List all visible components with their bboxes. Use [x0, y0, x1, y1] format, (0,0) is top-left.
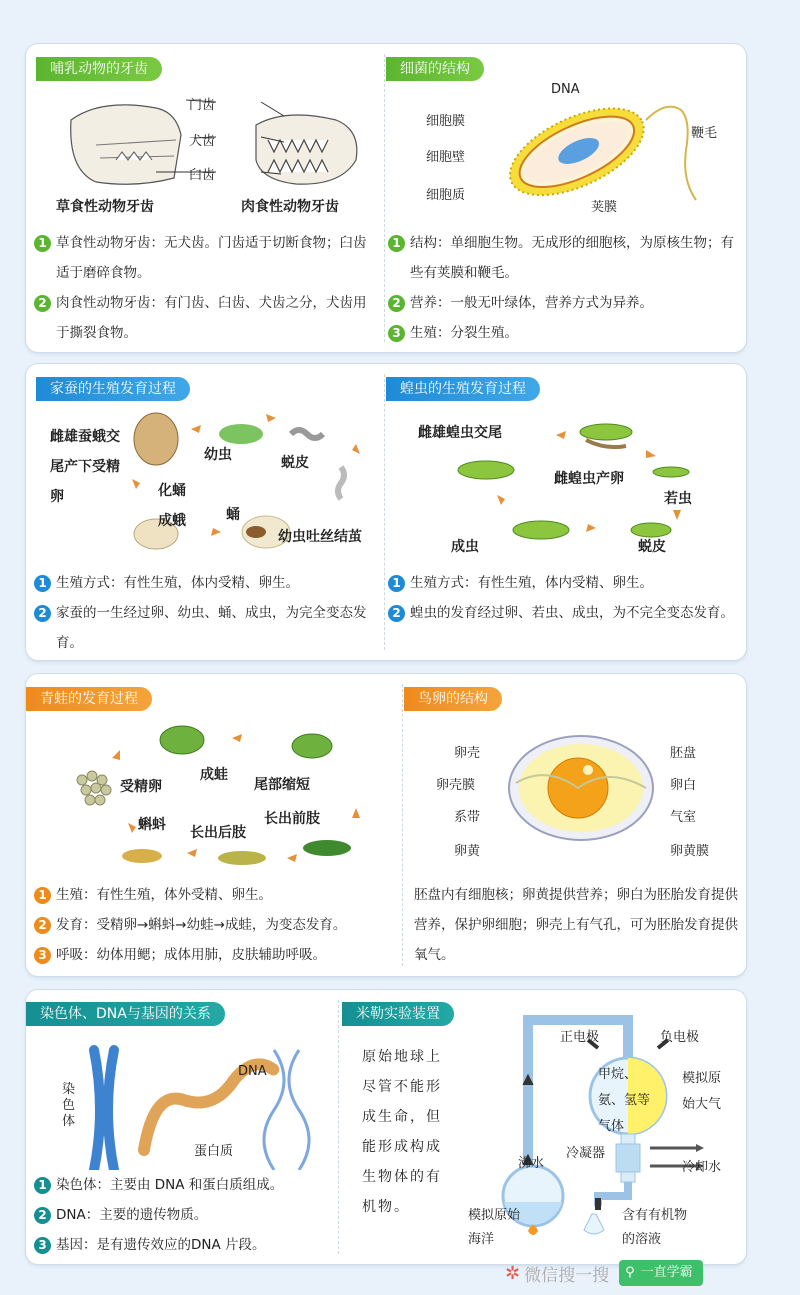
- number-1-icon: 1: [34, 575, 51, 592]
- list-item: 1 结构：单细胞生物。无成形的细胞核，为原核生物；有些有荚膜和鞭毛。: [388, 228, 738, 288]
- label-silkworm-pupa: 蛹: [226, 507, 240, 523]
- number-1-icon: 1: [34, 887, 51, 904]
- title-bird-egg-structure: 鸟卵的结构: [404, 687, 502, 711]
- card-chromosome-miller: [26, 990, 746, 1264]
- list-item: 1 生殖：有性生殖，体外受精、卵生。: [34, 880, 404, 910]
- label-protein: 蛋白质: [194, 1144, 234, 1159]
- miller-description: 原始地球上 尽管不能形 成生命，但 能形成构成 生物体的有 机物。: [362, 1049, 442, 1215]
- bird-egg-illustration: [506, 728, 656, 848]
- chromosome-points: [34, 1170, 334, 1260]
- list-item: 3 生殖：分裂生殖。: [388, 318, 738, 348]
- label-silkworm-larva: 幼虫: [204, 447, 232, 463]
- list-item: 2 家蚕的一生经过卵、幼虫、蛹、成虫，为完全变态发育。: [34, 598, 374, 658]
- list-item: 1 生殖方式：有性生殖，体内受精、卵生。: [34, 568, 374, 598]
- label-frog-fore: 长出前肢: [264, 811, 320, 827]
- number-3-icon: 3: [34, 1237, 51, 1254]
- label-cell-wall: 细胞壁: [426, 150, 466, 165]
- label-frog-tadpole: 蝌蚪: [138, 817, 166, 833]
- number-2-icon: 2: [34, 1207, 51, 1224]
- label-locust-nymph: 若虫: [664, 491, 692, 507]
- number-1-icon: 1: [388, 235, 405, 252]
- title-silkworm-development: 家蚕的生殖发育过程: [36, 377, 190, 401]
- label-silkworm-pupate: 化蛹: [158, 483, 186, 499]
- label-flagellum: 鞭毛: [691, 126, 718, 141]
- label-frog-egg: 受精卵: [120, 779, 162, 795]
- number-2-icon: 2: [388, 295, 405, 312]
- label-condenser: 冷凝器: [566, 1146, 606, 1161]
- title-chromosome-dna-gene: 染色体、DNA与基因的关系: [26, 1002, 225, 1026]
- title-miller-experiment: 米勒实验装置: [342, 1002, 454, 1026]
- label-organic-solution: 含有有机物的溶液: [622, 1208, 688, 1247]
- card-teeth-bacteria: [26, 44, 746, 352]
- search-account-label: 一直学霸: [640, 1265, 693, 1280]
- silkworm-points: [34, 568, 374, 658]
- number-3-icon: 3: [388, 325, 405, 342]
- number-1-icon: 1: [388, 575, 405, 592]
- wechat-search-logo-icon: ✲: [505, 1262, 521, 1284]
- label-frog-hind: 长出后肢: [190, 825, 246, 841]
- label-positive-electrode: 正电极: [560, 1030, 600, 1045]
- label-egg-white: 卵白: [670, 778, 697, 793]
- label-primitive-atmosphere: 模拟原始大气: [682, 1071, 722, 1112]
- number-3-icon: 3: [34, 947, 51, 964]
- label-dna: DNA: [238, 1064, 267, 1079]
- label-frog-tail: 尾部缩短: [254, 777, 310, 793]
- title-bacteria-structure: 细菌的结构: [386, 57, 484, 81]
- label-molar: 臼齿: [189, 168, 216, 183]
- label-gases: 甲烷、氨、氢等气体: [598, 1067, 651, 1134]
- label-cooling-water: 冷却水: [682, 1160, 722, 1175]
- number-2-icon: 2: [34, 605, 51, 622]
- label-frog-adult: 成蛙: [200, 767, 228, 783]
- number-2-icon: 2: [34, 917, 51, 934]
- label-capsule: 荚膜: [591, 200, 618, 215]
- list-item: 3 基因：是有遗传效应的DNA 片段。: [34, 1230, 334, 1260]
- label-boiling-water: 沸水: [518, 1156, 545, 1171]
- label-cell-membrane: 细胞膜: [426, 114, 466, 129]
- label-yolk-membrane: 卵黄膜: [670, 844, 710, 859]
- frog-points: [34, 880, 404, 970]
- list-item: 2 DNA：主要的遗传物质。: [34, 1200, 334, 1230]
- label-blastodisc: 胚盘: [670, 746, 697, 761]
- label-cytoplasm: 细胞质: [426, 188, 466, 203]
- search-account-button[interactable]: [619, 1260, 703, 1286]
- label-shell: 卵壳: [454, 746, 481, 761]
- title-frog-development: 青蛙的发育过程: [26, 687, 152, 711]
- card-silkworm-locust: [26, 364, 746, 660]
- list-item: 2 肉食性动物牙齿：有门齿、臼齿、犬齿之分，犬齿用于撕裂食物。: [34, 288, 374, 348]
- label-silkworm-molt: 蜕皮: [281, 455, 309, 471]
- locust-points: [388, 568, 738, 628]
- number-2-icon: 2: [388, 605, 405, 622]
- label-air-cell: 气室: [670, 810, 697, 825]
- list-item: 1 草食性动物牙齿：无犬齿。门齿适于切断食物；臼齿适于磨碎食物。: [34, 228, 374, 288]
- label-yolk: 卵黄: [454, 844, 481, 859]
- wechat-search-watermark: [505, 1258, 795, 1288]
- card-frog-egg: [26, 674, 746, 976]
- label-negative-electrode: 负电极: [660, 1030, 700, 1045]
- list-item: 2 蝗虫的发育经过卵、若虫、成虫，为不完全变态发育。: [388, 598, 738, 628]
- bird-egg-text: 胚盘内有细胞核；卵黄提供营养；卵白为胚胎发育提供营养，保护卵细胞；卵壳上有气孔，可为胚胎发育提供氧气。: [414, 887, 738, 963]
- label-dna: DNA: [551, 82, 580, 97]
- title-locust-development: 蝗虫的生殖发育过程: [386, 377, 540, 401]
- number-1-icon: 1: [34, 1177, 51, 1194]
- label-silkworm-moth: 成蛾: [158, 513, 186, 529]
- teeth-points: [34, 228, 374, 348]
- title-mammal-teeth: 哺乳动物的牙齿: [36, 57, 162, 81]
- list-item: 1 生殖方式：有性生殖，体内受精、卵生。: [388, 568, 738, 598]
- label-silkworm-cocoon: 幼虫吐丝结茧: [278, 529, 362, 545]
- label-canine: 犬齿: [189, 134, 216, 149]
- label-incisor: 门齿: [189, 98, 216, 113]
- frog-cycle-illustration: [72, 718, 362, 878]
- label-chromosome: 染色体: [62, 1082, 76, 1129]
- label-chalaza: 系带: [454, 810, 481, 825]
- list-item: 2 发育：受精卵→蝌蚪→幼蛙→成蛙，为变态发育。: [34, 910, 404, 940]
- number-1-icon: 1: [34, 235, 51, 252]
- watermark-text: 微信搜一搜: [524, 1265, 610, 1286]
- list-item: 3 呼吸：幼体用鳃；成体用肺，皮肤辅助呼吸。: [34, 940, 404, 970]
- label-shell-membrane: 卵壳膜: [436, 778, 476, 793]
- bacteria-illustration: [496, 90, 716, 210]
- label-primitive-ocean: 模拟原始海洋: [468, 1208, 521, 1247]
- list-item: 1 染色体：主要由 DNA 和蛋白质组成。: [34, 1170, 334, 1200]
- teeth-illustration: [56, 90, 376, 198]
- number-2-icon: 2: [34, 295, 51, 312]
- label-locust-mating: 雌雄蝗虫交尾: [418, 425, 502, 441]
- search-icon: ⚲: [625, 1265, 635, 1280]
- label-carnivore-teeth: 肉食性动物牙齿: [241, 199, 339, 215]
- label-herbivore-teeth: 草食性动物牙齿: [56, 199, 154, 215]
- label-locust-laying: 雌蝗虫产卵: [554, 471, 624, 487]
- list-item: 2 营养：一般无叶绿体，营养方式为异养。: [388, 288, 738, 318]
- label-locust-molt: 蜕皮: [638, 539, 666, 555]
- label-silkworm-mating: 雌雄蚕蛾交尾产下受精卵: [50, 429, 120, 505]
- bacteria-points: [388, 228, 738, 348]
- label-locust-adult: 成虫: [451, 539, 479, 555]
